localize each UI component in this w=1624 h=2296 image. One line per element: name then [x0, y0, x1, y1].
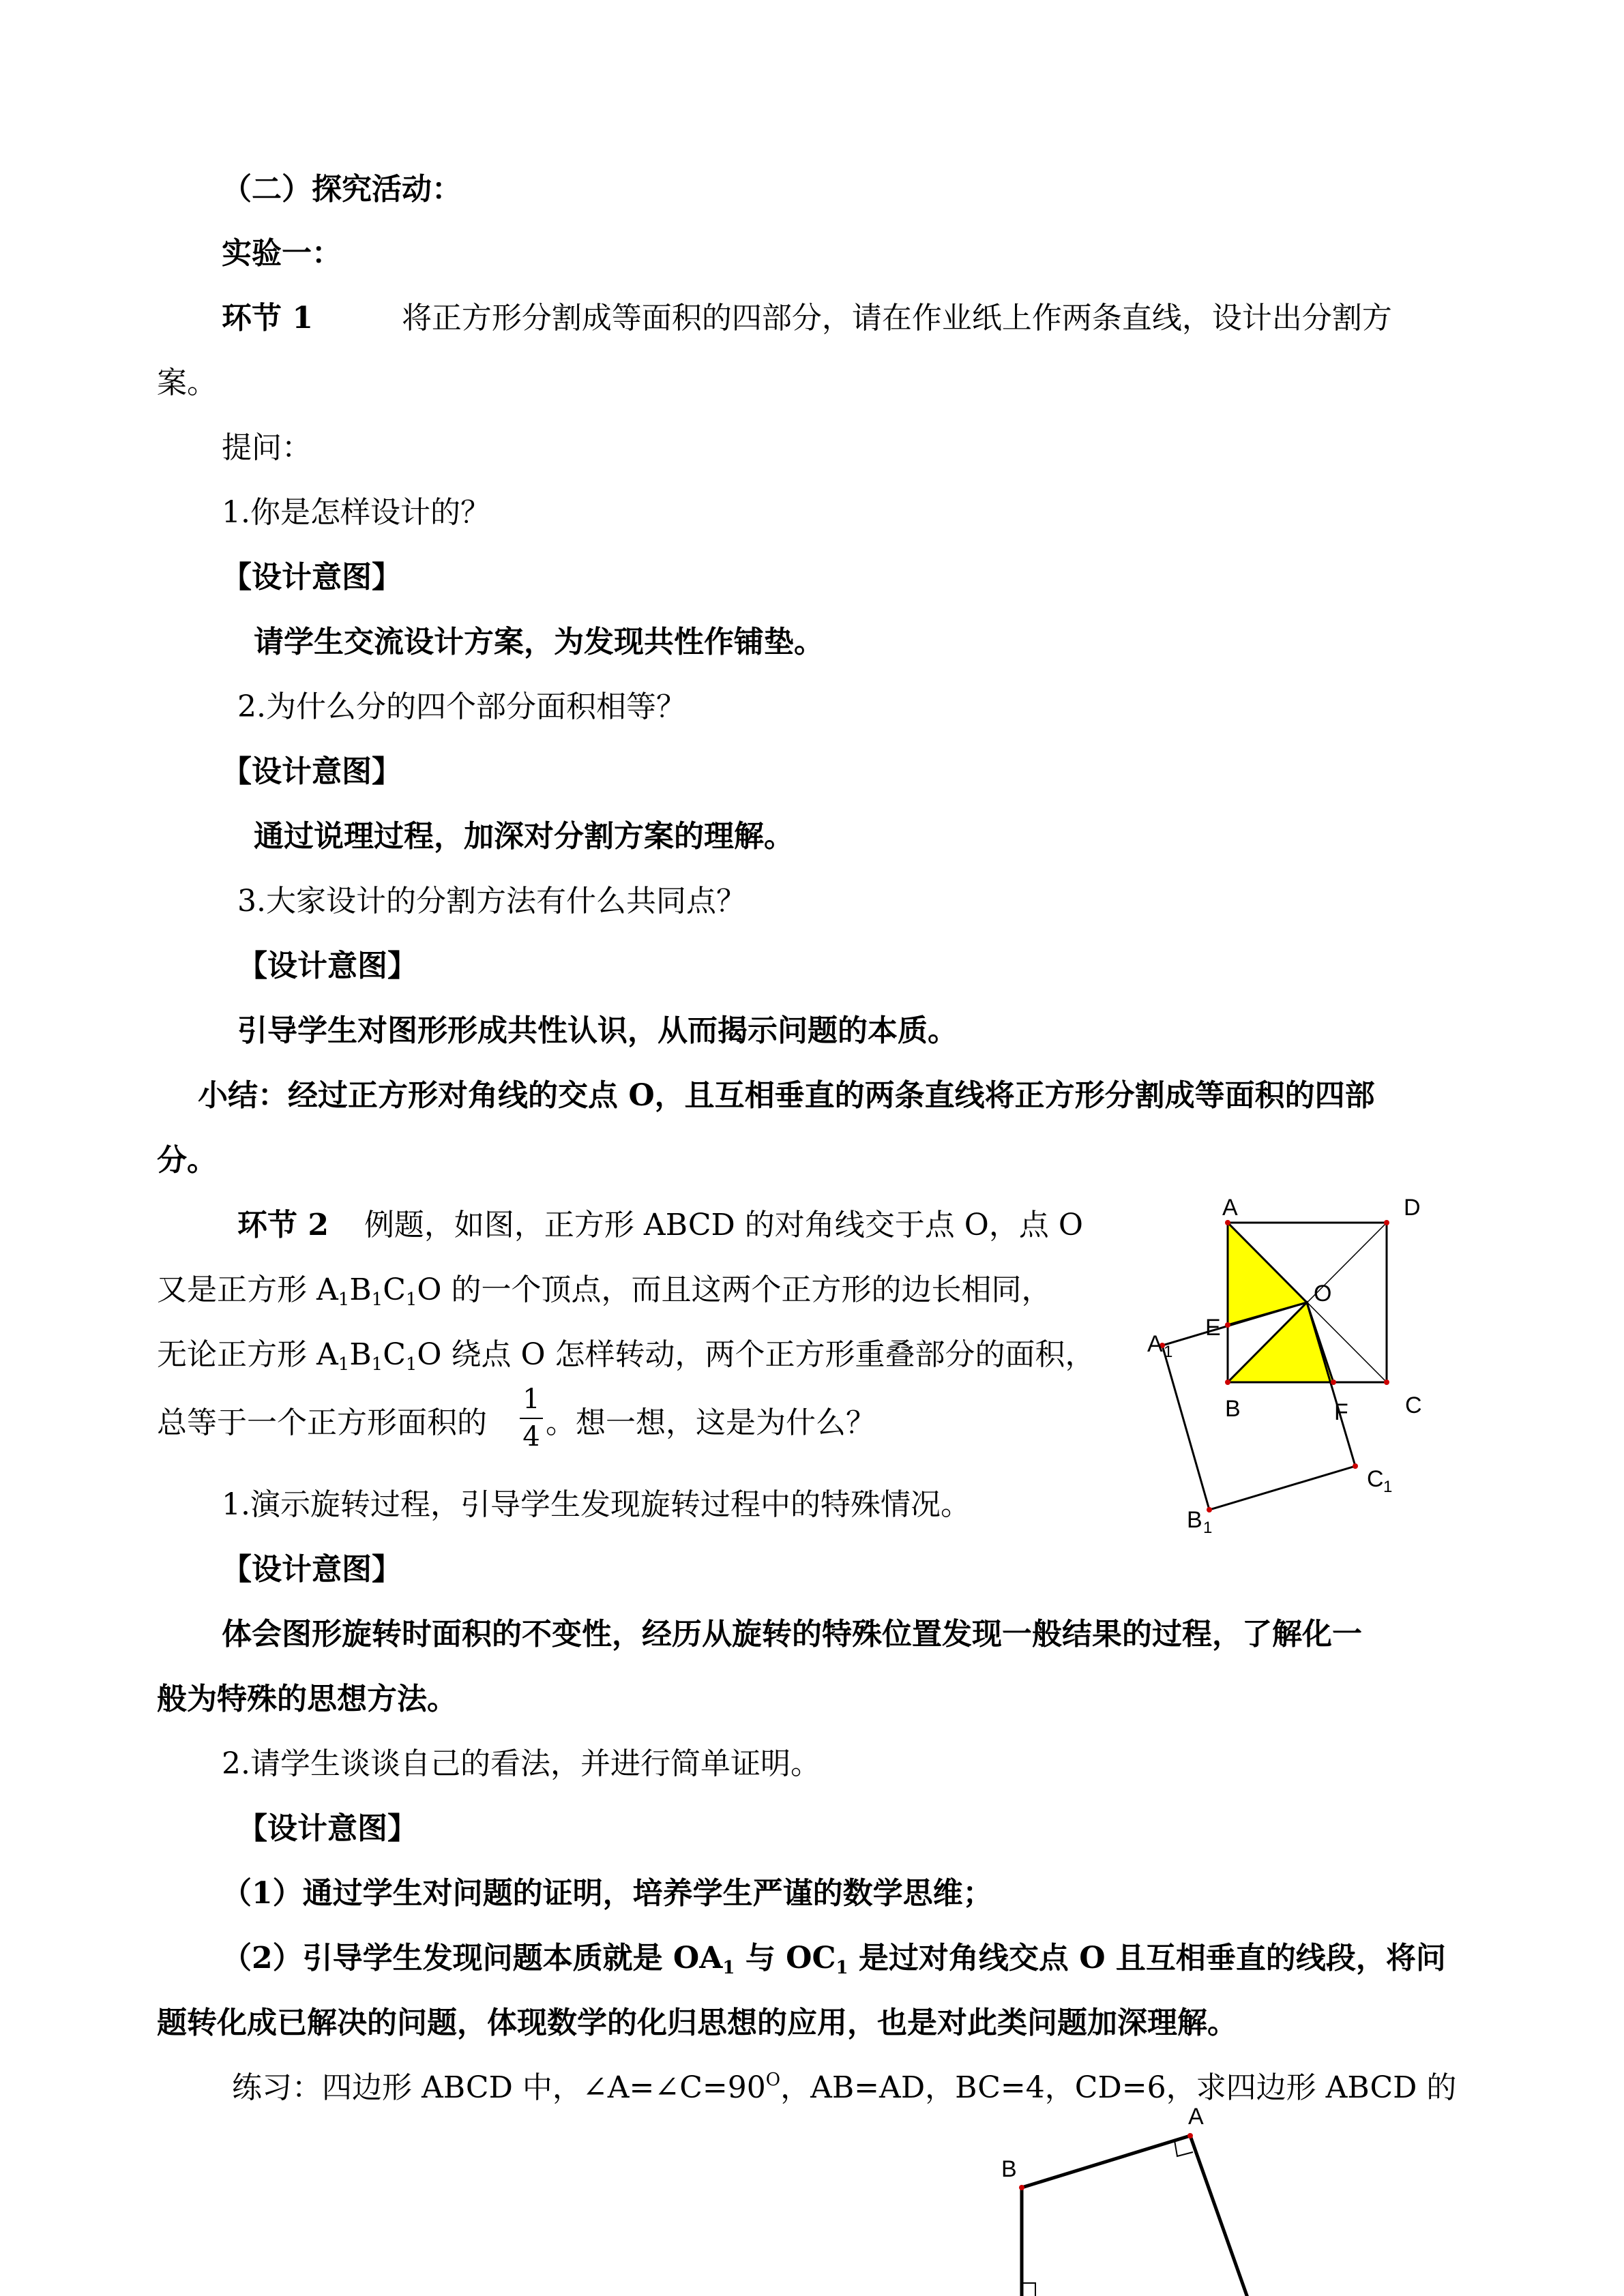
intent-label-2: 【设计意图】: [222, 754, 402, 789]
question-3: 3.大家设计的分割方法有什么共同点？: [237, 884, 746, 919]
label-b-ex: B: [1001, 2156, 1017, 2182]
intent-label-1: 【设计意图】: [222, 560, 402, 595]
label-a1-sub: 1: [1164, 1343, 1173, 1361]
step1-text-line2: 案。: [157, 366, 217, 400]
point-f: [1331, 1380, 1336, 1385]
label-a1: A: [1147, 1331, 1163, 1357]
intent-4-line1: 体会图形旋转时面积的不变性，经历从旋转的特殊位置发现一般结果的过程，了解化一: [222, 1617, 1362, 1652]
label-b: B: [1225, 1396, 1241, 1422]
point-b: [1225, 1380, 1230, 1385]
fraction-numerator: 1: [522, 1384, 540, 1415]
step2-line1: [237, 1205, 1083, 1246]
step1-line1: [222, 298, 1392, 339]
label-o: O: [1314, 1281, 1332, 1307]
point-c: [1384, 1380, 1389, 1385]
point-a-ex: [1187, 2133, 1193, 2138]
point-e: [1225, 1322, 1230, 1328]
fraction-bar: [520, 1418, 543, 1419]
quadrilateral-figure: [982, 2100, 1269, 2296]
label-c1-sub: 1: [1383, 1478, 1393, 1496]
step1-text-line1: 将正方形分割成等面积的四部分，请在作业纸上作两条直线，设计出分割方: [401, 301, 1392, 336]
label-b1-sub: 1: [1203, 1519, 1213, 1537]
right-angle-mark-b: [1022, 2283, 1035, 2296]
label-f: F: [1334, 1399, 1348, 1425]
section-title: （二）探究活动：: [222, 172, 462, 207]
experiment-title: 实验一：: [222, 236, 342, 271]
overlap-triangle-top: [1228, 1223, 1307, 1325]
intent-5-p2-line2: 题转化成已解决的问题，体现数学的化归思想的应用，也是对此类问题加深理解。: [157, 2006, 1237, 2040]
intent-5-p1: （1）通过学生对问题的证明，培养学生严谨的数学思维；: [222, 1876, 993, 1911]
label-a-ex: A: [1188, 2104, 1204, 2130]
question-label: 提问：: [222, 430, 312, 465]
fraction-denominator: 4: [522, 1421, 540, 1452]
intent-2: 通过说理过程，加深对分割方案的理解。: [254, 819, 794, 854]
intent-5-p2-line1: （2）引导学生发现问题本质就是 $OA_1$ 与 $OC_1$ 是过对角线交点 O 且互相垂直的线段，将问: [222, 1941, 1446, 1978]
point-a: [1225, 1220, 1230, 1225]
intent-4-line2: 般为特殊的思想方法。: [157, 1682, 457, 1716]
step2-text-1: 例题，如图，正方形 ABCD 的对角线交于点 O，点 O: [364, 1208, 1083, 1242]
label-a: A: [1222, 1195, 1238, 1221]
quadrilateral-edges: [1022, 2136, 1248, 2296]
step2-label: 环节 2: [237, 1208, 329, 1242]
step1-label: 环节 1: [222, 301, 313, 336]
intent-label-3: 【设计意图】: [237, 949, 417, 983]
point-d: [1384, 1220, 1389, 1225]
step2-line2: 又是正方形 $A_1B_1C_1O$ 的一个顶点，而且这两个正方形的边长相同，: [157, 1272, 1052, 1310]
rotating-squares-figure: [1119, 1187, 1446, 1537]
intent-3: 引导学生对图形形成共性认识，从而揭示问题的本质。: [237, 1013, 958, 1048]
question-2: 2.为什么分的四个部分面积相等？: [237, 689, 686, 724]
exercise-line: 练习：四边形 ABCD 中，$\angle A=\angle C=90^O$，AB=AD，BC=4，CD=6，求四边形 ABCD 的: [232, 2070, 1457, 2105]
step2-line3: 无论正方形 $A_1B_1C_1O$ 绕点 O 怎样转动，两个正方形重叠部分的面积，: [157, 1337, 1095, 1375]
label-b1: B: [1187, 1507, 1202, 1533]
step2-line4-b: 。想一想，这是为什么？: [546, 1405, 876, 1440]
summary-line1: 小结：经过正方形对角线的交点 O，且互相垂直的两条直线将正方形分割成等面积的四部: [198, 1078, 1375, 1113]
point-c1: [1353, 1463, 1358, 1469]
label-c1: C: [1367, 1466, 1384, 1492]
step2-line4-a: 总等于一个正方形面积的: [157, 1405, 487, 1440]
label-c: C: [1405, 1392, 1422, 1418]
point-b-ex: [1019, 2185, 1024, 2190]
demo-1: 1.演示旋转过程，引导学生发现旋转过程中的特殊情况。: [222, 1487, 971, 1522]
question-1: 1.你是怎样设计的？: [222, 495, 490, 530]
intent-1: 请学生交流设计方案，为发现共性作铺垫。: [254, 625, 824, 659]
demo-2: 2.请学生谈谈自己的看法，并进行简单证明。: [222, 1746, 821, 1781]
intent-label-4: 【设计意图】: [222, 1552, 402, 1587]
square-a1b1c1o: [1162, 1302, 1355, 1510]
label-e: E: [1205, 1315, 1221, 1341]
label-d: D: [1404, 1195, 1421, 1221]
right-angle-mark-a: [1175, 2141, 1193, 2156]
summary-line2: 分。: [157, 1143, 217, 1178]
point-b1: [1207, 1507, 1212, 1512]
intent-label-5: 【设计意图】: [237, 1811, 417, 1846]
